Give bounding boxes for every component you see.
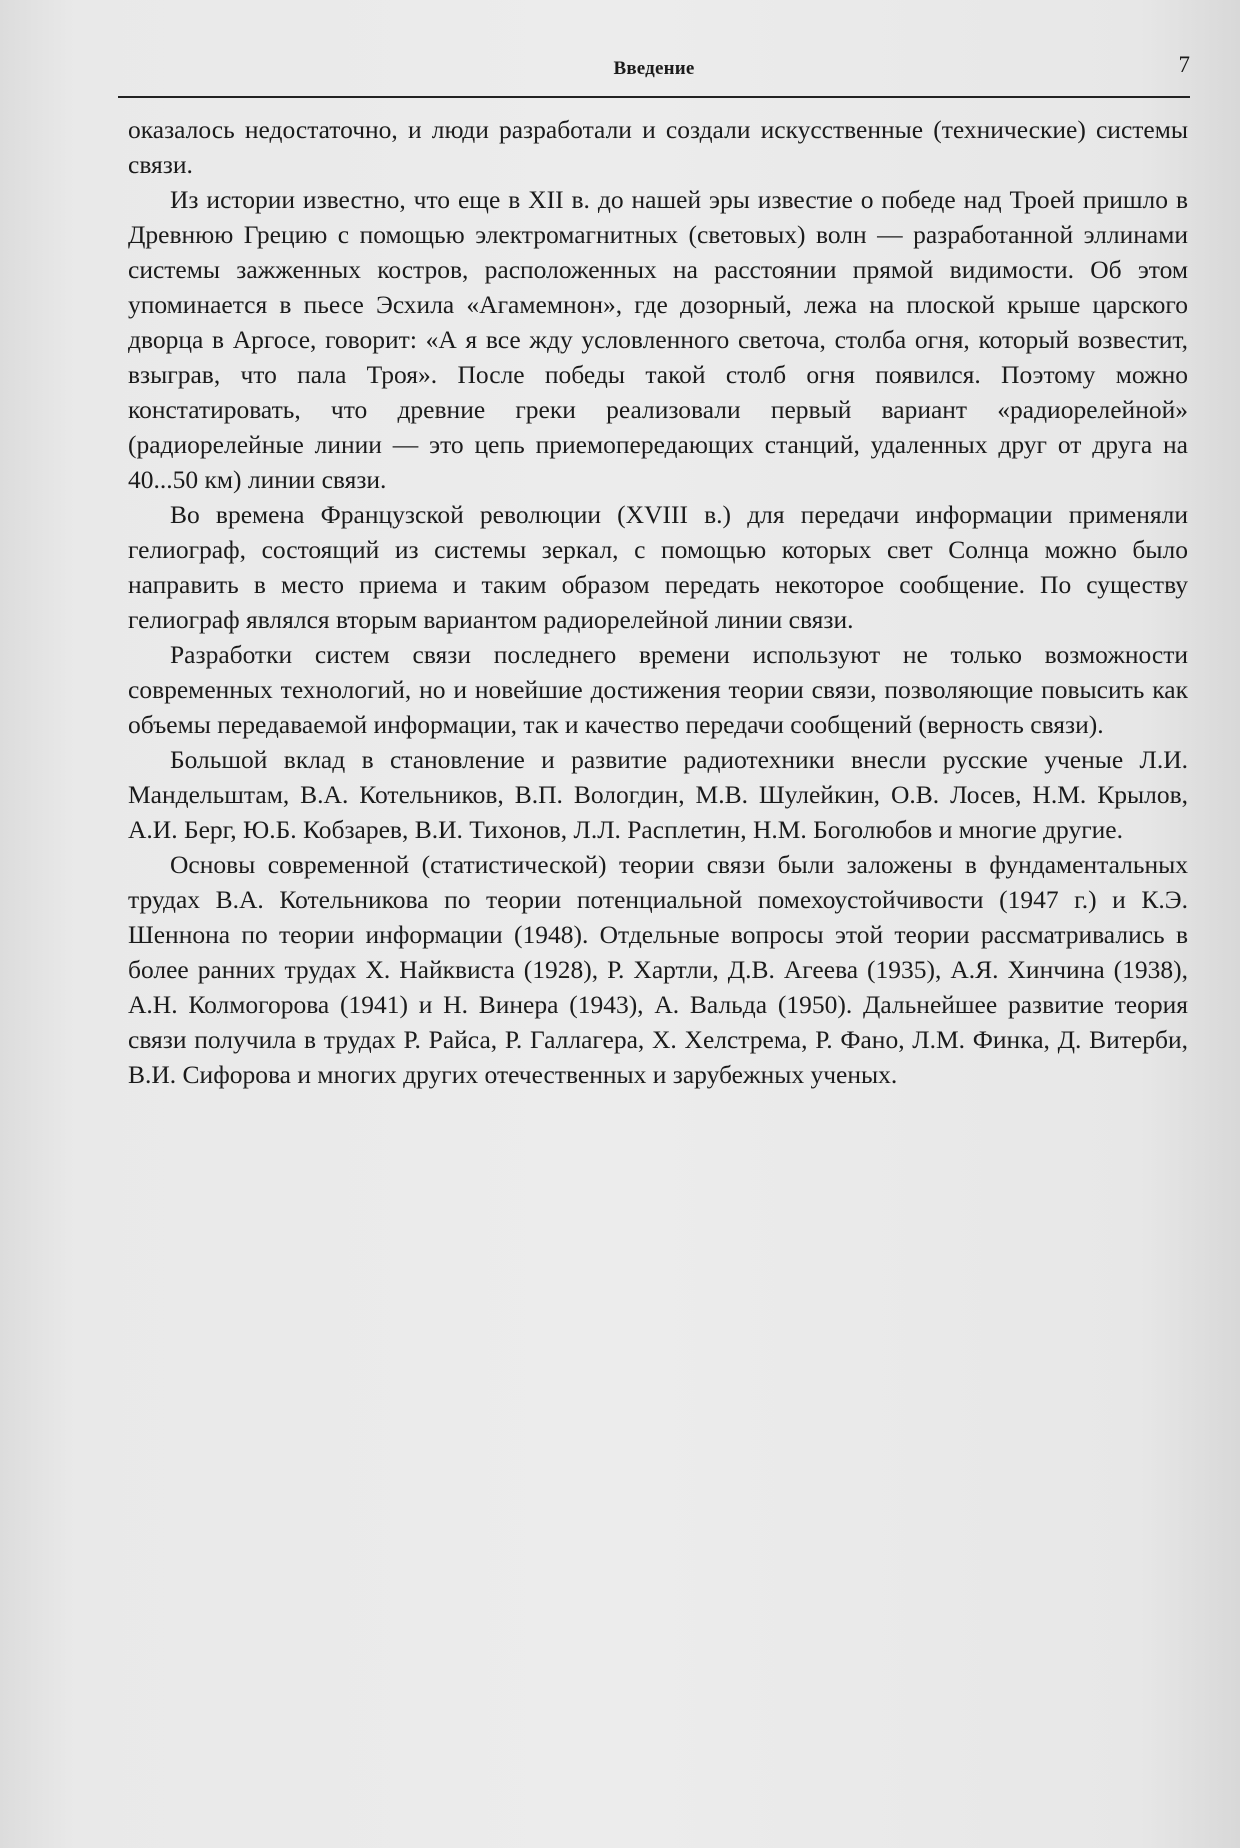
paragraph-heliograph: Во времена Французской революции (XVIII в.) для передачи информации применяли гелиограф, состоящий из системы зеркал, с помощью которых свет Солнца можно было направить в место приема и таким образом передать некоторое сообщение. По существу гелиограф являлся вторым вариантом радиорелейной линии связи.: [128, 500, 1188, 634]
main-text: [128, 112, 1188, 1092]
paragraph-modern-systems: Разработки систем связи последнего времени используют не только возможности современных технологий, но и новейшие достижения теории связи, позволяющие повысить как объемы передаваемой информации, так и качество передачи сообщений (верность связи).: [128, 640, 1188, 739]
paragraph-continuation: оказалось недостаточно, и люди разработали и создали искусственные (технические) системы связи.: [128, 115, 1188, 179]
running-title: Введение: [613, 58, 695, 79]
page-number: 7: [1178, 52, 1190, 77]
paragraph-russian-scientists: Большой вклад в становление и развитие радиотехники внесли русские ученые Л.И. Мандельштам, В.А. Котельников, В.П. Вологдин, М.В. Шулейкин, О.В. Лосев, Н.М. Крылов, А.И. Берг, Ю.Б. Кобзарев, В.И. Тихонов, Л.Л. Расплетин, Н.М. Боголюбов и многие другие.: [128, 745, 1188, 844]
paragraph-theory-foundations: Основы современной (статистической) теории связи были заложены в фундаментальных трудах В.А. Котельникова по теории потенциальной помехоустойчивости (1947 г.) и К.Э. Шеннона по теории информации (1948). Отдельные вопросы этой теории рассматривались в более ранних трудах Х. Найквиста (1928), Р. Хартли, Д.В. Агеева (1935), А.Я. Хинчина (1938), А.Н. Колмогорова (1941) и Н. Винера (1943), А. Вальда (1950). Дальнейшее развитие теория связи получила в трудах Р. Райса, Р. Галлагера, Х. Хелстрема, Р. Фано, Л.М. Финка, Д. Витерби, В.И. Сифорова и многих других отечественных и зарубежных ученых.: [128, 850, 1188, 1089]
page-header: [118, 50, 1190, 98]
paragraph-troy-fires: Из истории известно, что еще в XII в. до нашей эры известие о победе над Троей пришло в Древнюю Грецию с помощью электромагнитных (световых) волн — разработанной эллинами системы зажженных костров, расположенных на расстоянии прямой видимости. Об этом упоминается в пьесе Эсхила «Агамемнон», где дозорный, лежа на плоской крыше царского дворца в Аргосе, говорит: «А я все жду условленного светоча, столба огня, который возвестит, взыграв, что пала Троя». После победы такой столб огня появился. Поэтому можно констатировать, что древние греки реализовали первый вариант «радиорелейной» (радиорелейные линии — это цепь приемопередающих станций, удаленных друг от друга на 40...50 км) линии связи.: [128, 185, 1188, 494]
